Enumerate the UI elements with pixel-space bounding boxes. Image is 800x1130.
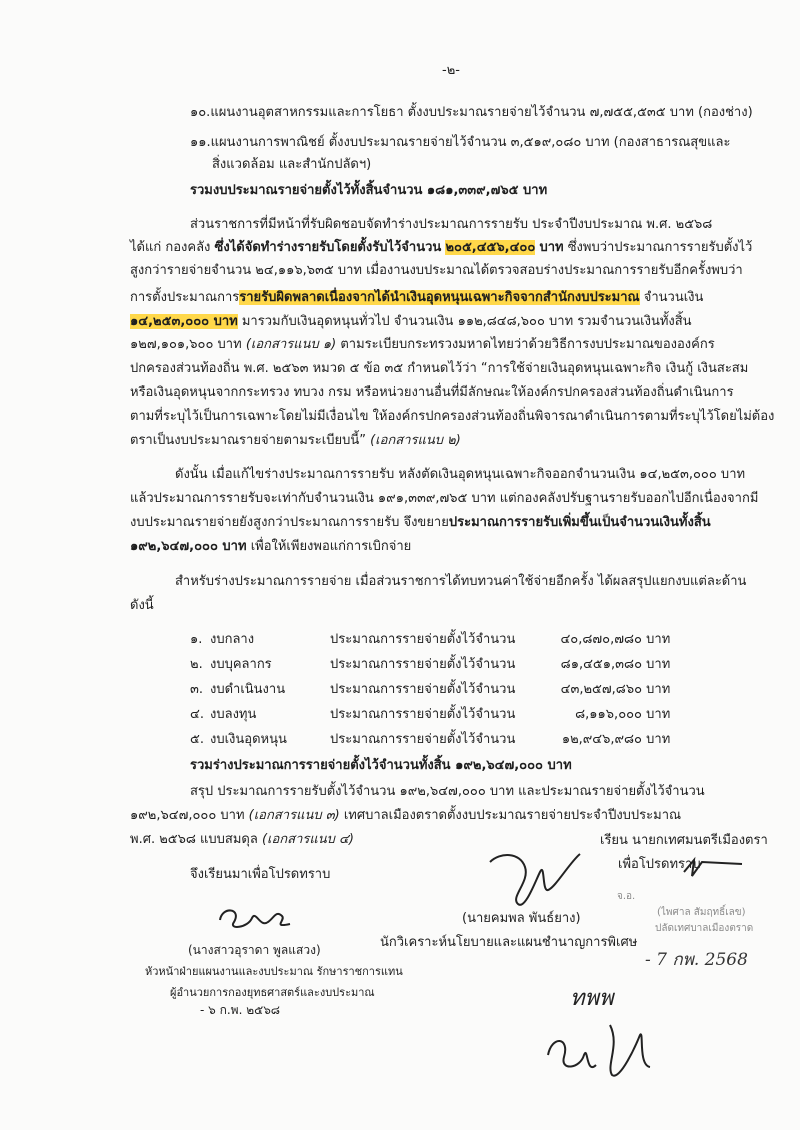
signer-left-date: - ๖ ก.พ. ๒๕๖๘ — [200, 1003, 281, 1017]
summary-line2 — [130, 807, 681, 824]
summary-l2a: ๑๙๒,๖๔๗,๐๐๐ บาท — [130, 808, 245, 823]
para1-l5b: มารวมกับเงินอุดหนุนทั่วไป จำนวนเงิน ๑๑๒,๘๔๘,๖๐๐ บาท รวมจำนวนเงินทั้งสิ้น — [241, 314, 692, 329]
para1-line8: หรือเงินอุดหนุนจากกระทรวง ทบวง กรม หรือหน่วยงานอื่นที่มีลักษณะให้องค์กรปกครองส่วนท้องถิ่นดำเนินการ — [130, 385, 734, 400]
signer-left-title2: ผู้อำนวยการกองยุทธศาสตร์และงบประมาณ — [170, 986, 375, 999]
para2-l3a: งบประมาณรายจ่ายยังสูงกว่าประมาณการรายรับ จึงขยาย — [130, 515, 449, 530]
budget-num: ๕. — [190, 732, 204, 747]
budget-name: งบกลาง — [210, 632, 255, 647]
para1-l6a: ๑๒๗,๑๐๑,๖๐๐ บาท — [130, 337, 242, 352]
budget-unit: บาท — [646, 682, 671, 697]
budget-amount: ๘๑,๔๕๑,๓๘๐ — [560, 657, 642, 672]
subsidy-amount-highlight: ๑๔,๒๕๓,๐๐๐ บาท — [130, 314, 238, 329]
signature-bottom — [540, 1015, 660, 1085]
budget-num: ๒. — [190, 657, 203, 672]
para2-l4a: ๑๙๒,๖๔๗,๐๐๐ บาท — [130, 539, 247, 554]
to-mayor-line1: เรียน นายกเทศมนตรีเมืองตรา — [600, 833, 768, 848]
para1-l2e: ซึ่งพบว่าประมาณการรายรับตั้งไว้ — [567, 240, 753, 255]
budget-unit: บาท — [646, 732, 671, 747]
para1-l4a: การตั้งประมาณการ — [130, 290, 240, 305]
para1-line2 — [130, 239, 752, 256]
summary-l2c: เทศบาลเมืองตราดตั้งงบประมาณรายจ่ายประจำปีงบประมาณ — [343, 808, 682, 823]
para1-l6c: ตามระเบียบกระทรวงมหาดไทยว่าด้วยวิธีการงบประมาณขององค์กร — [340, 337, 715, 352]
para1-line4 — [130, 289, 703, 306]
para1-l2a: ได้แก่ กองคลัง — [130, 240, 211, 255]
budget-item — [190, 681, 670, 698]
summary-l3a: พ.ศ. ๒๕๖๘ แบบสมดุล — [130, 832, 258, 847]
signature-center — [470, 842, 610, 912]
signature-left — [212, 900, 302, 936]
to-mayor-line2: เพื่อโปรดทราบ — [618, 857, 701, 872]
budget-num: ๔. — [190, 707, 204, 722]
budget-name: งบเงินอุดหนุน — [210, 732, 287, 747]
stamp-line3: ปลัดเทศบาลเมืองตราด — [655, 923, 754, 934]
signer-left-name: (นางสาวอุราดา พูลแสวง) — [188, 943, 321, 957]
budget-desc: ประมาณการรายจ่ายตั้งไว้จำนวน — [330, 657, 516, 672]
signer-left-title1: หัวหน้าฝ่ายแผนงานและงบประมาณ รักษาราชการแทน — [145, 965, 403, 978]
budget-item — [190, 706, 670, 723]
para1-line1: ส่วนราชการที่มีหน้าที่รับผิดชอบจัดทำร่างประมาณการรายรับ ประจำปีงบประมาณ พ.ศ. ๒๕๖๘ — [190, 217, 713, 232]
budget-name: งบดำเนินงาน — [210, 682, 286, 697]
budget-name: งบบุคลากร — [210, 657, 272, 672]
para1-line5 — [130, 313, 692, 330]
budget-unit: บาท — [646, 657, 671, 672]
para2-l3b: ประมาณการรายรับเพิ่มขึ้นเป็นจำนวนเงินทั้งสิ้น — [448, 515, 711, 530]
budget-item — [190, 731, 670, 748]
para2-line4 — [130, 538, 411, 555]
para1-l2b: ซึ่งได้จัดทำร่างรายรับโดยตั้งรับไว้จำนวน — [214, 240, 442, 255]
closing-line: จึงเรียนมาเพื่อโปรดทราบ — [190, 867, 331, 882]
item-11-cont: สิ่งแวดล้อม และสำนักปลัดฯ) — [212, 157, 372, 172]
attachment-4: (เอกสารแนบ ๔) — [261, 832, 354, 847]
para2-line3 — [130, 514, 711, 531]
attachment-1: (เอกสารแนบ ๑) — [245, 337, 337, 352]
budget-num: ๑. — [190, 632, 203, 647]
error-text-highlight: รายรับผิดพลาดเนื่องจากได้นำเงินอุดหนุนเฉพาะกิจจากสำนักงบประมาณ — [239, 290, 640, 305]
handwritten-mark: ทพพ — [570, 986, 614, 1011]
para3-line2: ดังนี้ — [130, 598, 154, 613]
attachment-3: (เอกสารแนบ ๓) — [248, 808, 340, 823]
budget-amount: ๔๓,๒๕๗,๘๖๐ — [560, 682, 642, 697]
para3-line1: สำหรับร่างประมาณการรายจ่าย เมื่อส่วนราชการได้ทบทวนค่าใช้จ่ายอีกครั้ง ได้ผลสรุปแยกงบแต่ละด้าน — [175, 574, 747, 589]
budget-unit: บาท — [646, 632, 671, 647]
para1-line9: ตามที่ระบุไว้เป็นการเฉพาะโดยไม่มีเงื่อนไข ให้องค์กรปกครองส่วนท้องถิ่นพิจารณาดำเนินการตามที่ระบุไว้โดยไม่ต้อง — [130, 409, 775, 424]
budget-amount: ๔๐,๘๗๐,๗๘๐ — [560, 632, 642, 647]
budget-item — [190, 656, 670, 673]
budget-desc: ประมาณการรายจ่ายตั้งไว้จำนวน — [330, 682, 516, 697]
item-10: ๑๐.แผนงานอุตสาหกรรมและการโยธา ตั้งงบประมาณรายจ่ายไว้จำนวน ๗,๗๕๕,๕๓๕ บาท (กองช่าง) — [190, 105, 753, 120]
para1-l2d: บาท — [539, 240, 564, 255]
stamp-date: - 7 กพ. 2568 — [645, 950, 748, 970]
income-amount-highlight: ๒๐๕,๔๕๖,๔๐๐ — [445, 240, 536, 255]
budget-num: ๓. — [190, 682, 204, 697]
item-11: ๑๑.แผนงานการพาณิชย์ ตั้งงบประมาณรายจ่ายไว้จำนวน ๓,๕๑๙,๐๘๐ บาท (กองสาธารณสุขและ — [190, 135, 731, 150]
budget-desc: ประมาณการรายจ่ายตั้งไว้จำนวน — [330, 632, 516, 647]
budget-desc: ประมาณการรายจ่ายตั้งไว้จำนวน — [330, 732, 516, 747]
budget-item — [190, 631, 670, 648]
budget-name: งบลงทุน — [210, 707, 257, 722]
budget-amount: ๑๒,๙๔๖,๙๘๐ — [561, 732, 642, 747]
signer-center-name: (นายคมพล พันธ์ยาง) — [462, 911, 581, 926]
signer-center-title: นักวิเคราะห์นโยบายและแผนชำนาญการพิเศษ — [380, 935, 638, 950]
para1-l10a: ตราเป็นงบประมาณรายจ่ายตามระเบียบนี้” — [130, 433, 366, 448]
budget-total: รวมร่างประมาณการรายจ่ายตั้งไว้จำนวนทั้งสิ้น ๑๙๒,๖๔๗,๐๐๐ บาท — [190, 758, 572, 773]
attachment-2: (เอกสารแนบ ๒) — [370, 433, 461, 448]
budget-desc: ประมาณการรายจ่ายตั้งไว้จำนวน — [330, 707, 516, 722]
para2-line1: ดังนั้น เมื่อแก้ไขร่างประมาณการรายรับ หลังตัดเงินอุดหนุนเฉพาะกิจออกจำนวนเงิน ๑๔,๒๕๓,๐๐๐ บาท — [175, 467, 746, 482]
budget-amount: ๘,๑๑๖,๐๐๐ — [575, 707, 642, 722]
signature-right — [680, 852, 750, 882]
para1-line6 — [130, 336, 715, 353]
stamp-line1: จ.อ. — [617, 891, 636, 902]
summary-line1: สรุป ประมาณการรายรับตั้งไว้จำนวน ๑๙๒,๖๔๗,๐๐๐ บาท และประมาณรายจ่ายตั้งไว้จำนวน — [190, 784, 705, 799]
total-budget-line: รวมงบประมาณรายจ่ายตั้งไว้ทั้งสิ้นจำนวน ๑๘๑,๓๓๙,๗๖๕ บาท — [190, 183, 548, 198]
para1-line7: ปกครองส่วนท้องถิ่น พ.ศ. ๒๕๖๓ หมวด ๕ ข้อ ๓๕ กำหนดไว้ว่า “การใช้จ่ายเงินอุดหนุนเฉพาะกิจ เงินกู้ เงินสะสม — [130, 361, 749, 376]
para1-line3: สูงกว่ารายจ่ายจำนวน ๒๔,๑๑๖,๖๓๕ บาท เมื่องานงบประมาณได้ตรวจสอบร่างประมาณการรายรับอีกครั้งพบว่า — [130, 263, 743, 278]
stamp-line2: (ไพศาล สัมฤทธิ์เลข) — [657, 907, 746, 918]
para2-l4b: เพื่อให้เพียงพอแก่การเบิกจ่าย — [250, 539, 412, 554]
page-number: -๒- — [442, 63, 460, 78]
budget-unit: บาท — [646, 707, 671, 722]
para1-line10 — [130, 432, 461, 449]
para2-line2: แล้วประมาณการรายรับจะเท่ากับจำนวนเงิน ๑๙๑,๓๓๙,๗๖๕ บาท แต่กองคลังปรับฐานรายรับออกไปอีกเนื่องจากมี — [130, 491, 759, 506]
summary-line3 — [130, 831, 354, 848]
para1-l4c: จำนวนเงิน — [643, 290, 704, 305]
